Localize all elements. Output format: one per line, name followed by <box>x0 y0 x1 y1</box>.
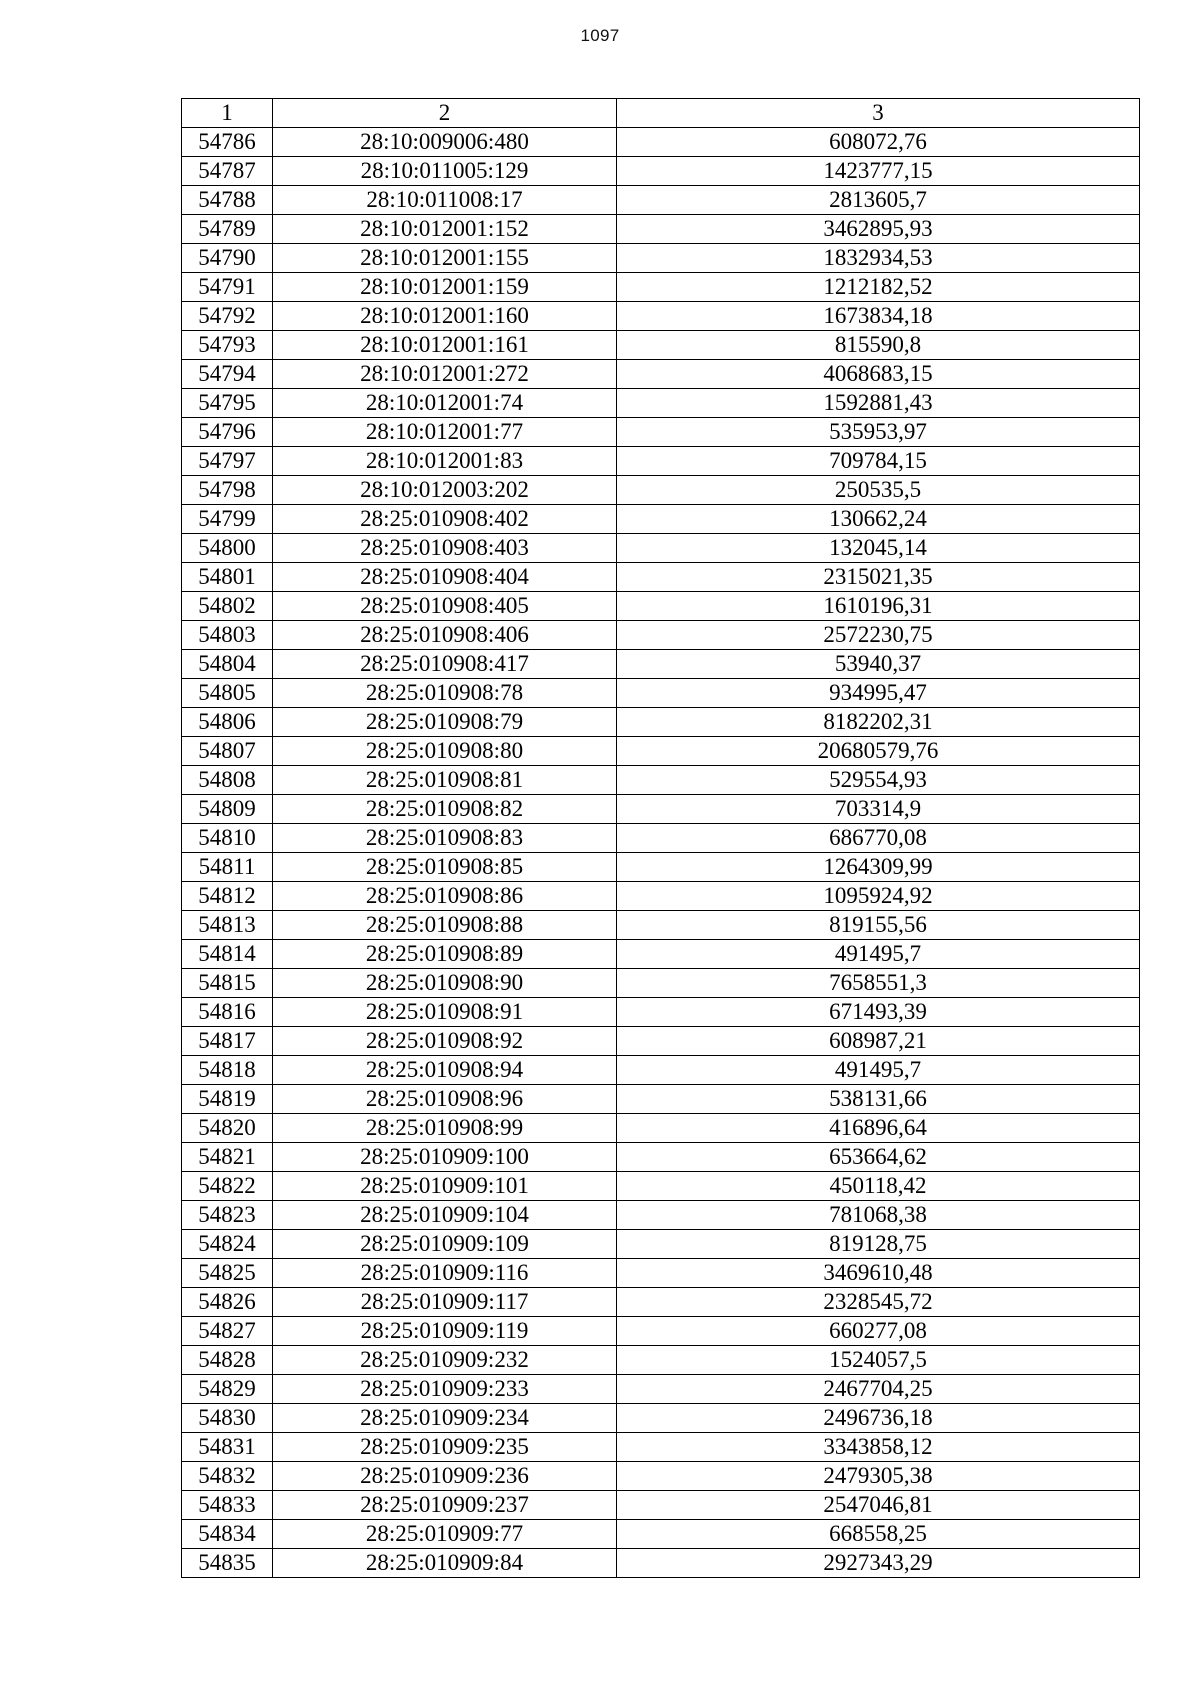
value-cell: 1095924,92 <box>617 882 1140 911</box>
value-cell: 416896,64 <box>617 1114 1140 1143</box>
cadastral-number-cell: 28:25:010909:116 <box>273 1259 617 1288</box>
cadastral-number-cell: 28:25:010908:82 <box>273 795 617 824</box>
cadastral-number-cell: 28:25:010908:78 <box>273 679 617 708</box>
value-cell: 608072,76 <box>617 128 1140 157</box>
row-number-cell: 54797 <box>182 447 273 476</box>
cadastral-number-cell: 28:25:010909:84 <box>273 1549 617 1578</box>
table-row <box>182 563 1140 592</box>
row-number-cell: 54788 <box>182 186 273 215</box>
value-cell: 450118,42 <box>617 1172 1140 1201</box>
cadastral-number-cell: 28:25:010909:233 <box>273 1375 617 1404</box>
table-row <box>182 476 1140 505</box>
value-cell: 1264309,99 <box>617 853 1140 882</box>
row-number-cell: 54792 <box>182 302 273 331</box>
row-number-cell: 54813 <box>182 911 273 940</box>
value-cell: 819128,75 <box>617 1230 1140 1259</box>
table-row <box>182 592 1140 621</box>
cadastral-number-cell: 28:25:010908:92 <box>273 1027 617 1056</box>
table-row <box>182 679 1140 708</box>
row-number-cell: 54811 <box>182 853 273 882</box>
table-row <box>182 1462 1140 1491</box>
row-number-cell: 54817 <box>182 1027 273 1056</box>
row-number-cell: 54791 <box>182 273 273 302</box>
cadastral-number-cell: 28:25:010909:235 <box>273 1433 617 1462</box>
row-number-cell: 54826 <box>182 1288 273 1317</box>
cadastral-number-cell: 28:10:012001:161 <box>273 331 617 360</box>
cadastral-number-cell: 28:10:012001:74 <box>273 389 617 418</box>
row-number-cell: 54790 <box>182 244 273 273</box>
value-cell: 2479305,38 <box>617 1462 1140 1491</box>
cadastral-number-cell: 28:25:010908:80 <box>273 737 617 766</box>
value-cell: 781068,38 <box>617 1201 1140 1230</box>
row-number-cell: 54793 <box>182 331 273 360</box>
row-number-cell: 54814 <box>182 940 273 969</box>
row-number-cell: 54833 <box>182 1491 273 1520</box>
value-cell: 815590,8 <box>617 331 1140 360</box>
cadastral-number-cell: 28:25:010909:109 <box>273 1230 617 1259</box>
value-cell: 538131,66 <box>617 1085 1140 1114</box>
value-cell: 1673834,18 <box>617 302 1140 331</box>
value-cell: 53940,37 <box>617 650 1140 679</box>
row-number-cell: 54806 <box>182 708 273 737</box>
row-number-cell: 54810 <box>182 824 273 853</box>
cadastral-number-cell: 28:25:010909:237 <box>273 1491 617 1520</box>
value-cell: 20680579,76 <box>617 737 1140 766</box>
table-row <box>182 1259 1140 1288</box>
table-row <box>182 128 1140 157</box>
cadastral-number-cell: 28:10:012001:155 <box>273 244 617 273</box>
value-cell: 8182202,31 <box>617 708 1140 737</box>
row-number-cell: 54822 <box>182 1172 273 1201</box>
cadastral-number-cell: 28:25:010909:77 <box>273 1520 617 1549</box>
row-number-cell: 54807 <box>182 737 273 766</box>
row-number-cell: 54819 <box>182 1085 273 1114</box>
cadastral-number-cell: 28:25:010908:94 <box>273 1056 617 1085</box>
value-cell: 2328545,72 <box>617 1288 1140 1317</box>
row-number-cell: 54796 <box>182 418 273 447</box>
table-row <box>182 1346 1140 1375</box>
table-row <box>182 389 1140 418</box>
cadastral-number-cell: 28:25:010908:91 <box>273 998 617 1027</box>
cadastral-number-cell: 28:25:010908:405 <box>273 592 617 621</box>
cadastral-number-cell: 28:10:011008:17 <box>273 186 617 215</box>
row-number-cell: 54825 <box>182 1259 273 1288</box>
row-number-cell: 54804 <box>182 650 273 679</box>
value-cell: 2547046,81 <box>617 1491 1140 1520</box>
table-header <box>182 99 1140 128</box>
table-row <box>182 244 1140 273</box>
row-number-cell: 54800 <box>182 534 273 563</box>
table-row <box>182 534 1140 563</box>
cadastral-number-cell: 28:10:012001:160 <box>273 302 617 331</box>
value-cell: 7658551,3 <box>617 969 1140 998</box>
row-number-cell: 54818 <box>182 1056 273 1085</box>
cadastral-number-cell: 28:10:012001:77 <box>273 418 617 447</box>
value-cell: 529554,93 <box>617 766 1140 795</box>
cadastral-number-cell: 28:25:010908:86 <box>273 882 617 911</box>
column-header-2: 2 <box>273 99 617 128</box>
row-number-cell: 54815 <box>182 969 273 998</box>
value-cell: 3462895,93 <box>617 215 1140 244</box>
value-cell: 709784,15 <box>617 447 1140 476</box>
cadastral-number-cell: 28:25:010908:96 <box>273 1085 617 1114</box>
table-row <box>182 824 1140 853</box>
value-cell: 934995,47 <box>617 679 1140 708</box>
value-cell: 671493,39 <box>617 998 1140 1027</box>
row-number-cell: 54805 <box>182 679 273 708</box>
row-number-cell: 54787 <box>182 157 273 186</box>
row-number-cell: 54795 <box>182 389 273 418</box>
table-row <box>182 1288 1140 1317</box>
cadastral-number-cell: 28:25:010909:234 <box>273 1404 617 1433</box>
table-row <box>182 1056 1140 1085</box>
cadastral-number-cell: 28:25:010908:417 <box>273 650 617 679</box>
row-number-cell: 54799 <box>182 505 273 534</box>
cadastral-number-cell: 28:10:012003:202 <box>273 476 617 505</box>
cadastral-number-cell: 28:25:010908:404 <box>273 563 617 592</box>
table-row <box>182 853 1140 882</box>
value-cell: 686770,08 <box>617 824 1140 853</box>
table-row <box>182 998 1140 1027</box>
value-cell: 2467704,25 <box>617 1375 1140 1404</box>
cadastral-number-cell: 28:25:010908:81 <box>273 766 617 795</box>
cadastral-number-cell: 28:10:012001:83 <box>273 447 617 476</box>
cadastral-number-cell: 28:25:010908:99 <box>273 1114 617 1143</box>
value-cell: 250535,5 <box>617 476 1140 505</box>
row-number-cell: 54816 <box>182 998 273 1027</box>
value-cell: 668558,25 <box>617 1520 1140 1549</box>
value-cell: 703314,9 <box>617 795 1140 824</box>
table-row <box>182 1491 1140 1520</box>
cadastral-number-cell: 28:25:010908:88 <box>273 911 617 940</box>
row-number-cell: 54812 <box>182 882 273 911</box>
table-row <box>182 157 1140 186</box>
value-cell: 4068683,15 <box>617 360 1140 389</box>
value-cell: 1610196,31 <box>617 592 1140 621</box>
value-cell: 3469610,48 <box>617 1259 1140 1288</box>
value-cell: 660277,08 <box>617 1317 1140 1346</box>
row-number-cell: 54808 <box>182 766 273 795</box>
header-row <box>182 99 1140 128</box>
table-row <box>182 1549 1140 1578</box>
column-header-3: 3 <box>617 99 1140 128</box>
table-row <box>182 708 1140 737</box>
cadastral-number-cell: 28:25:010909:119 <box>273 1317 617 1346</box>
table-row <box>182 940 1140 969</box>
table-row <box>182 186 1140 215</box>
table-row <box>182 418 1140 447</box>
cadastral-number-cell: 28:10:012001:272 <box>273 360 617 389</box>
row-number-cell: 54789 <box>182 215 273 244</box>
cadastral-number-cell: 28:10:011005:129 <box>273 157 617 186</box>
cadastral-number-cell: 28:25:010909:104 <box>273 1201 617 1230</box>
table-row <box>182 302 1140 331</box>
table-row <box>182 331 1140 360</box>
table-row <box>182 1172 1140 1201</box>
table-row <box>182 795 1140 824</box>
cadastral-number-cell: 28:25:010908:402 <box>273 505 617 534</box>
table-row <box>182 1520 1140 1549</box>
value-cell: 608987,21 <box>617 1027 1140 1056</box>
row-number-cell: 54830 <box>182 1404 273 1433</box>
cadastral-number-cell: 28:25:010908:89 <box>273 940 617 969</box>
table-row <box>182 273 1140 302</box>
row-number-cell: 54823 <box>182 1201 273 1230</box>
cadastral-number-cell: 28:25:010909:117 <box>273 1288 617 1317</box>
value-cell: 1592881,43 <box>617 389 1140 418</box>
row-number-cell: 54828 <box>182 1346 273 1375</box>
value-cell: 2813605,7 <box>617 186 1140 215</box>
table-row <box>182 360 1140 389</box>
cadastral-number-cell: 28:25:010909:236 <box>273 1462 617 1491</box>
table-row <box>182 1201 1140 1230</box>
value-cell: 819155,56 <box>617 911 1140 940</box>
table-row <box>182 505 1140 534</box>
row-number-cell: 54827 <box>182 1317 273 1346</box>
table-row <box>182 882 1140 911</box>
value-cell: 2927343,29 <box>617 1549 1140 1578</box>
table-row <box>182 447 1140 476</box>
value-cell: 3343858,12 <box>617 1433 1140 1462</box>
row-number-cell: 54835 <box>182 1549 273 1578</box>
table-row <box>182 1114 1140 1143</box>
value-cell: 130662,24 <box>617 505 1140 534</box>
row-number-cell: 54794 <box>182 360 273 389</box>
value-cell: 535953,97 <box>617 418 1140 447</box>
value-cell: 132045,14 <box>617 534 1140 563</box>
cadastral-number-cell: 28:25:010908:79 <box>273 708 617 737</box>
value-cell: 2315021,35 <box>617 563 1140 592</box>
table-row <box>182 737 1140 766</box>
page-number: 1097 <box>580 26 620 45</box>
table-row <box>182 1433 1140 1462</box>
table-row <box>182 650 1140 679</box>
cadastral-number-cell: 28:25:010908:406 <box>273 621 617 650</box>
value-cell: 1212182,52 <box>617 273 1140 302</box>
row-number-cell: 54803 <box>182 621 273 650</box>
row-number-cell: 54829 <box>182 1375 273 1404</box>
value-cell: 1423777,15 <box>617 157 1140 186</box>
data-table <box>181 98 1140 1578</box>
cadastral-number-cell: 28:25:010909:101 <box>273 1172 617 1201</box>
table-row <box>182 1404 1140 1433</box>
row-number-cell: 54802 <box>182 592 273 621</box>
table-row <box>182 1027 1140 1056</box>
row-number-cell: 54824 <box>182 1230 273 1259</box>
value-cell: 1832934,53 <box>617 244 1140 273</box>
table-row <box>182 621 1140 650</box>
cadastral-number-cell: 28:25:010908:83 <box>273 824 617 853</box>
table-body <box>182 128 1140 1578</box>
row-number-cell: 54809 <box>182 795 273 824</box>
cadastral-number-cell: 28:25:010908:85 <box>273 853 617 882</box>
row-number-cell: 54820 <box>182 1114 273 1143</box>
value-cell: 1524057,5 <box>617 1346 1140 1375</box>
table-row <box>182 1375 1140 1404</box>
cadastral-number-cell: 28:25:010909:232 <box>273 1346 617 1375</box>
value-cell: 491495,7 <box>617 940 1140 969</box>
cadastral-number-cell: 28:25:010908:403 <box>273 534 617 563</box>
value-cell: 2496736,18 <box>617 1404 1140 1433</box>
value-cell: 653664,62 <box>617 1143 1140 1172</box>
table-row <box>182 969 1140 998</box>
value-cell: 491495,7 <box>617 1056 1140 1085</box>
table-row <box>182 215 1140 244</box>
row-number-cell: 54831 <box>182 1433 273 1462</box>
table-row <box>182 1230 1140 1259</box>
cadastral-number-cell: 28:10:012001:159 <box>273 273 617 302</box>
table-row <box>182 1143 1140 1172</box>
row-number-cell: 54786 <box>182 128 273 157</box>
column-header-1: 1 <box>182 99 273 128</box>
row-number-cell: 54821 <box>182 1143 273 1172</box>
cadastral-number-cell: 28:25:010909:100 <box>273 1143 617 1172</box>
row-number-cell: 54801 <box>182 563 273 592</box>
table-row <box>182 766 1140 795</box>
row-number-cell: 54798 <box>182 476 273 505</box>
row-number-cell: 54834 <box>182 1520 273 1549</box>
table-row <box>182 1317 1140 1346</box>
cadastral-number-cell: 28:25:010908:90 <box>273 969 617 998</box>
row-number-cell: 54832 <box>182 1462 273 1491</box>
cadastral-number-cell: 28:10:009006:480 <box>273 128 617 157</box>
table-row <box>182 1085 1140 1114</box>
cadastral-number-cell: 28:10:012001:152 <box>273 215 617 244</box>
table-row <box>182 911 1140 940</box>
value-cell: 2572230,75 <box>617 621 1140 650</box>
